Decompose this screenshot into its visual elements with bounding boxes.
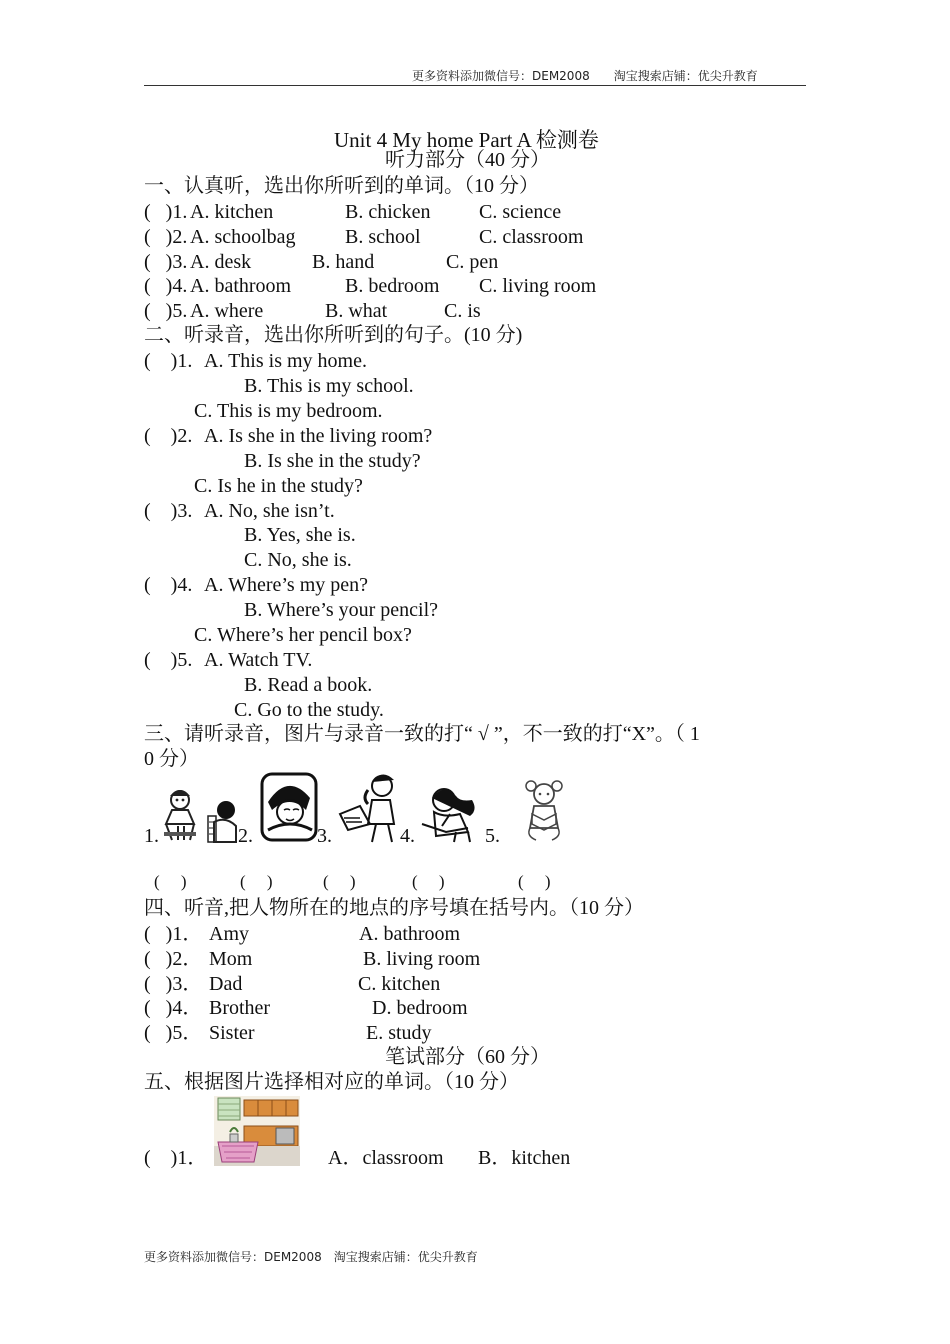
s1-option-b: B. school — [345, 226, 421, 248]
s2-option-a: A. This is my home. — [204, 350, 367, 372]
s3-answer-bracket[interactable]: ( ) — [240, 872, 273, 891]
girl-picture-2-icon — [206, 798, 240, 844]
s1-item-num: ( )1. — [144, 201, 188, 223]
kitchen-picture-icon — [214, 1096, 300, 1166]
s1-option-b: B. chicken — [345, 201, 431, 223]
s1-item-num: ( )2. — [144, 226, 188, 248]
s1-option-a: A. kitchen — [190, 201, 274, 223]
s2-option-c: C. Is he in the study? — [194, 475, 363, 497]
girl-picture-1-icon — [160, 786, 200, 844]
s3-number: 2. — [238, 825, 253, 847]
listening-part-title: 听力部分（40 分） — [385, 149, 550, 171]
s1-item-num: ( )3. — [144, 251, 188, 273]
page-footer: 更多资料添加微信号：DEM2008 淘宝搜索店铺：优尖升教育 — [144, 1250, 478, 1264]
section3-heading-line1: 三、请听录音，图片与录音一致的打“ √ ”，不一致的打“X”。（ 1 — [144, 723, 700, 745]
s2-option-a: A. Is she in the living room? — [204, 425, 433, 447]
s4-place: C. kitchen — [358, 973, 441, 995]
s4-place: D. bedroom — [372, 997, 468, 1019]
s3-answer-bracket[interactable]: ( ) — [412, 872, 445, 891]
s2-option-c: C. Where’s her pencil box? — [194, 624, 412, 646]
s1-option-c: C. classroom — [479, 226, 584, 248]
s2-option-b: B. Read a book. — [244, 674, 373, 696]
s1-option-c: C. pen — [446, 251, 499, 273]
s4-item-num: ( )5． — [144, 1022, 203, 1044]
s2-item-num: ( )3. — [144, 500, 193, 522]
s1-item-num: ( )4. — [144, 275, 188, 297]
s2-option-b: B. This is my school. — [244, 375, 414, 397]
s4-person: Mom — [209, 948, 253, 970]
s1-item-num: ( )5. — [144, 300, 188, 322]
s4-place: A. bathroom — [359, 923, 461, 945]
s3-number: 1. — [144, 825, 159, 847]
header-rule — [144, 85, 806, 86]
s2-option-a: A. Where’s my pen? — [204, 574, 369, 596]
s4-item-num: ( )2． — [144, 948, 203, 970]
s1-option-c: C. is — [444, 300, 481, 322]
section2-heading: 二、听录音，选出你所听到的句子。(10 分) — [144, 324, 523, 346]
page-header: 更多资料添加微信号：DEM2008 淘宝搜索店铺：优尖升教育 — [412, 69, 758, 83]
s2-option-b: B. Yes, she is. — [244, 524, 356, 546]
s2-option-c: C. Go to the study. — [234, 699, 384, 721]
s1-option-b: B. what — [325, 300, 388, 322]
s2-option-b: B. Where’s your pencil? — [244, 599, 439, 621]
s4-person: Brother — [209, 997, 271, 1019]
s3-answer-bracket[interactable]: ( ) — [154, 872, 187, 891]
s1-option-b: B. hand — [312, 251, 375, 273]
s4-item-num: ( )1． — [144, 923, 203, 945]
s2-item-num: ( )1. — [144, 350, 193, 372]
s2-item-num: ( )2. — [144, 425, 193, 447]
section3-heading-line2: 0 分） — [144, 748, 199, 770]
writing-part-title: 笔试部分（60 分） — [385, 1046, 550, 1068]
s4-person: Sister — [209, 1022, 255, 1044]
s5-item-num: ( )1． — [144, 1147, 208, 1169]
s4-place: E. study — [366, 1022, 432, 1044]
s4-person: Dad — [209, 973, 243, 995]
section1-heading: 一、认真听，选出你所听到的单词。（10 分） — [144, 175, 539, 197]
girl-picture-3-icon — [260, 772, 318, 842]
s4-item-num: ( )3． — [144, 973, 203, 995]
s3-number: 5. — [485, 825, 500, 847]
s4-person: Amy — [209, 923, 249, 945]
s3-number: 3. — [317, 825, 332, 847]
s3-answer-bracket[interactable]: ( ) — [323, 872, 356, 891]
s2-item-num: ( )4. — [144, 574, 193, 596]
s1-option-b: B. bedroom — [345, 275, 440, 297]
s2-option-a: A. No, she isn’t. — [204, 500, 335, 522]
s5-option-a: A．classroom — [328, 1147, 444, 1169]
s4-place: B. living room — [363, 948, 481, 970]
s3-number: 4. — [400, 825, 415, 847]
s2-option-b: B. Is she in the study? — [244, 450, 421, 472]
s1-option-a: A. where — [190, 300, 264, 322]
section5-heading: 五、根据图片选择相对应的单词。（10 分） — [144, 1071, 519, 1093]
boy-picture-5-icon — [420, 784, 480, 844]
s2-item-num: ( )5. — [144, 649, 193, 671]
page-title: Unit 4 My home Part A 检测卷 — [334, 128, 599, 152]
s2-option-c: C. No, she is. — [244, 549, 352, 571]
s2-option-a: A. Watch TV. — [204, 649, 313, 671]
s3-answer-bracket[interactable]: ( ) — [518, 872, 551, 891]
s2-option-c: C. This is my bedroom. — [194, 400, 383, 422]
s1-option-a: A. desk — [190, 251, 252, 273]
boy-picture-4-icon — [338, 770, 404, 844]
section4-heading: 四、听音,把人物所在的地点的序号填在括号内。（10 分） — [144, 897, 644, 919]
s1-option-c: C. living room — [479, 275, 597, 297]
girl-reading-picture-icon — [522, 778, 568, 842]
s1-option-a: A. schoolbag — [190, 226, 296, 248]
s5-option-b: B．kitchen — [478, 1147, 571, 1169]
s1-option-a: A. bathroom — [190, 275, 292, 297]
s4-item-num: ( )4． — [144, 997, 203, 1019]
s1-option-c: C. science — [479, 201, 562, 223]
